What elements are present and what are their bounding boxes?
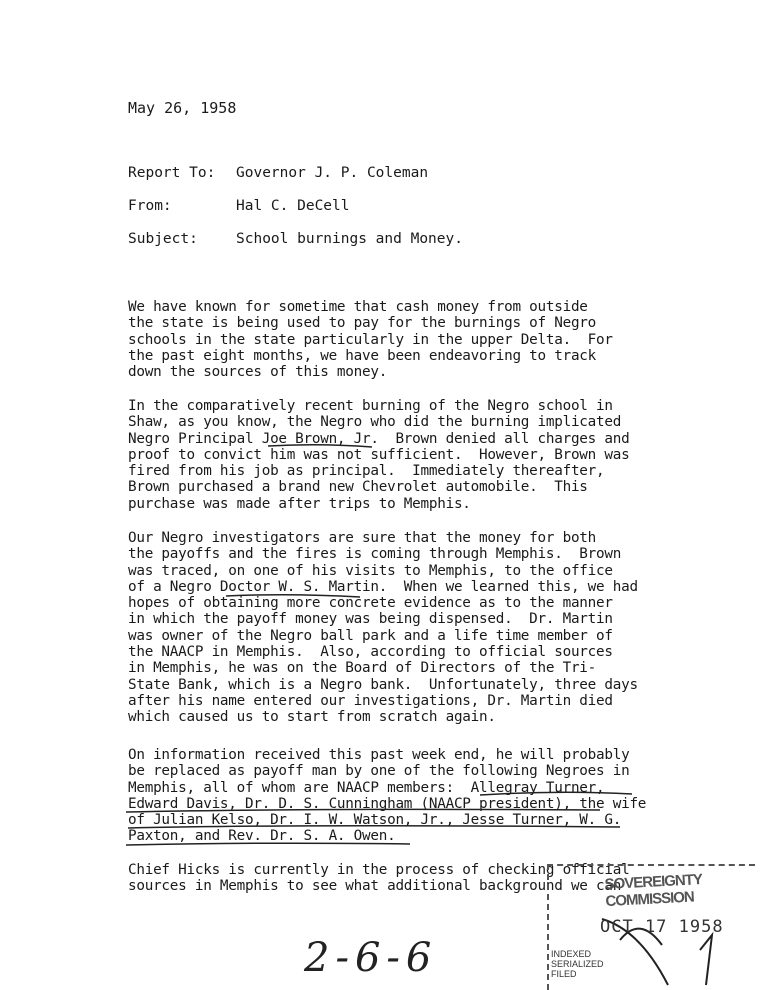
paragraph-line: down the sources of this money. (128, 364, 388, 381)
paragraph-line: was traced, on one of his visits to Memphis, to the office (128, 562, 613, 579)
stamp-serialized: SERIALIZED (551, 959, 604, 969)
paragraph-line: Shaw, as you know, the Negro who did the burning implicated (128, 414, 622, 431)
subject-label: Subject: (128, 231, 198, 247)
from-label: From: (128, 198, 172, 214)
stamp-heading: SOVEREIGNTY COMMISSION (604, 871, 703, 911)
paragraph-line: the payoffs and the fires is coming through Memphis. Brown (128, 546, 622, 563)
paragraph-line: We have known for sometime that cash money from outside (128, 299, 588, 315)
paragraph-line: schools in the state particularly in the upper Delta. For (128, 331, 613, 348)
paragraph-line: hopes of obtaining more concrete evidence as to the manner (128, 595, 613, 612)
paragraph-line: Negro Principal Joe Brown, Jr. Brown denied all charges and (128, 430, 630, 447)
stamp-filed: FILED (551, 969, 577, 979)
paragraph-line: of Julian Kelso, Dr. I. W. Watson, Jr., Jesse Turner, W. G. (128, 812, 622, 829)
report-to-value: Governor J. P. Coleman (236, 165, 429, 181)
paragraph-line: Brown purchased a brand new Chevrolet automobile. This (128, 479, 588, 496)
handwritten-file-number: 2-6-6 (304, 935, 438, 981)
paragraph-line: Edward Davis, Dr. D. S. Cunningham (NAACP president), the wife (128, 795, 647, 812)
stamp-indexed: INDEXED (551, 949, 592, 959)
paragraph-line: proof to convict him was not sufficient. However, Brown was (128, 446, 630, 463)
paragraph-line: was owner of the Negro ball park and a life time member of (128, 627, 613, 644)
paragraph-line: Memphis, all of whom are NAACP members: Allegray Turner, (128, 779, 605, 796)
memo-date: May 26, 1958 (128, 99, 237, 117)
report-to-label: Report To: (128, 165, 216, 181)
paragraph-line: of a Negro Doctor W. S. Martin. When we learned this, we had (128, 578, 638, 595)
paragraph-line: in Memphis, he was on the Board of Directors of the Tri- (128, 660, 597, 677)
paragraph-line: State Bank, which is a Negro bank. Unfortunately, three days (128, 676, 638, 693)
paragraph-line: Our Negro investigators are sure that the money for both (128, 530, 597, 546)
paragraph-line: after his name entered our investigations, Dr. Martin died (128, 692, 613, 709)
paragraph-line: Paxton, and Rev. Dr. S. A. Owen. (128, 828, 396, 845)
stamp-date: OCT 17 1958 (600, 917, 724, 937)
paragraph-line: purchase was made after trips to Memphis. (128, 495, 471, 512)
from-value: Hal C. DeCell (236, 198, 350, 214)
paragraph-line: On information received this past week end, he will probably (128, 747, 630, 763)
subject-value: School burnings and Money. (236, 231, 463, 247)
paragraph-line: in which the payoff money was being dispensed. Dr. Martin (128, 611, 613, 628)
paragraph-line: fired from his job as principal. Immediately thereafter, (128, 463, 605, 480)
paragraph-line: which caused us to start from scratch again. (128, 709, 496, 726)
paragraph-line: In the comparatively recent burning of the Negro school in (128, 398, 613, 414)
paragraph-line: the past eight months, we have been endeavoring to track (128, 347, 597, 364)
paragraph-line: sources in Memphis to see what additional background we can (128, 878, 622, 895)
paragraph-line: the NAACP in Memphis. Also, according to official sources (128, 644, 613, 661)
paragraph-line: the state is being used to pay for the burnings of Negro (128, 315, 597, 332)
paragraph-line: Chief Hicks is currently in the process of checking official (128, 862, 630, 878)
paragraph-line: be replaced as payoff man by one of the following Negroes in (128, 763, 630, 780)
